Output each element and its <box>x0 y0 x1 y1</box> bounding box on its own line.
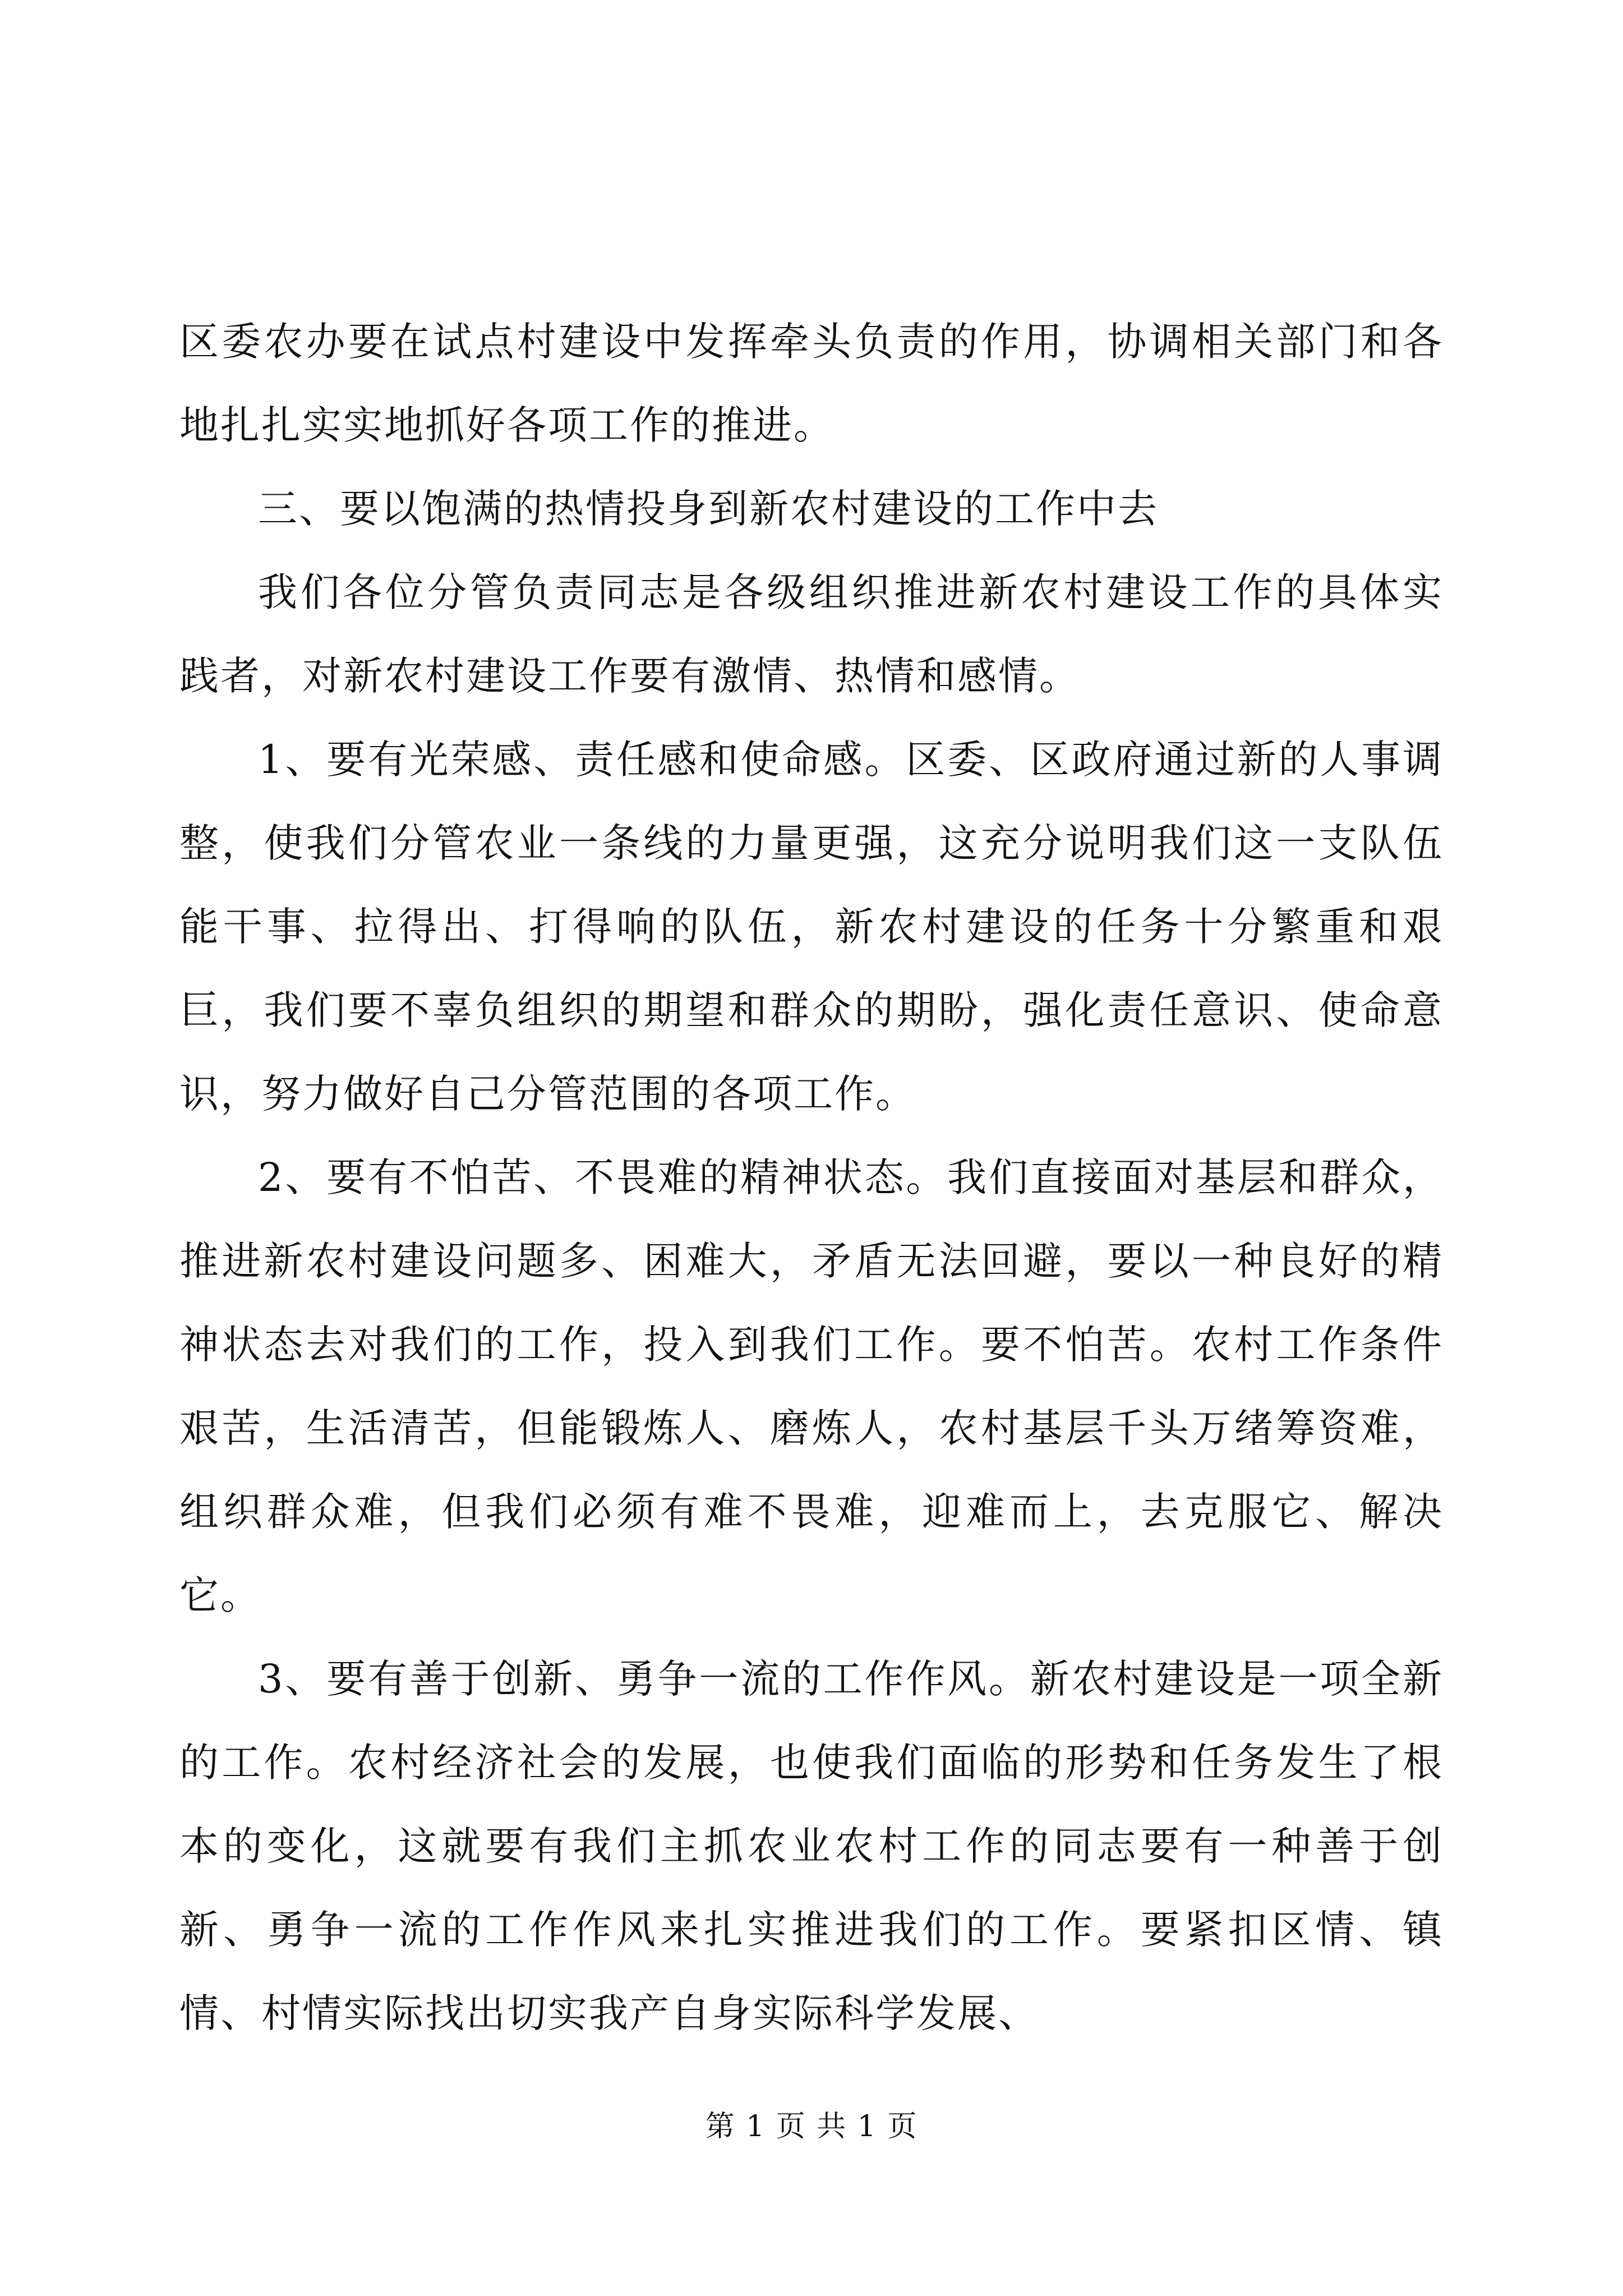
document-body <box>179 300 1444 2055</box>
page-number-footer: 第 1 页 共 1 页 <box>705 2110 918 2143</box>
paragraph-point-1: 1、要有光荣感、责任感和使命感。区委、区政府通过新的人事调整，使我们分管农业一条线的力量更强，这充分说明我们这一支队伍能干事、拉得出、打得响的队伍，新农村建设的任务十分繁重和艰巨，我们要不辜负组织的期望和群众的期盼，强化责任意识、使命意识，努力做好自己分管范围的各项工作。 <box>179 737 1444 1117</box>
paragraph-point-2: 2、要有不怕苦、不畏难的精神状态。我们直接面对基层和群众，推进新农村建设问题多、困难大，矛盾无法回避，要以一种良好的精神状态去对我们的工作，投入到我们工作。要不怕苦。农村工作条件艰苦，生活清苦，但能锻炼人、磨炼人，农村基层千头万绪筹资难，组织群众难，但我们必须有难不畏难，迎难而上，去克服它、解决它。 <box>179 1154 1444 1618</box>
paragraph-1: 区委农办要在试点村建设中发挥牵头负责的作用，协调相关部门和各地扎扎实实地抓好各项工作的推进。 <box>179 319 1444 448</box>
paragraph-2: 我们各位分管负责同志是各级组织推进新农村建设工作的具体实践者，对新农村建设工作要有激情、热情和感情。 <box>179 569 1444 699</box>
section-heading-3: 三、要以饱满的热情投身到新农村建设的工作中去 <box>258 486 1159 532</box>
paragraph-point-3: 3、要有善于创新、勇争一流的工作作风。新农村建设是一项全新的工作。农村经济社会的发展，也使我们面临的形势和任务发生了根本的变化，这就要有我们主抓农业农村工作的同志要有一种善于创新、勇争一流的工作作风来扎实推进我们的工作。要紧扣区情、镇情、村情实际找出切实我产自身实际科学发展、 <box>179 1656 1444 2036</box>
